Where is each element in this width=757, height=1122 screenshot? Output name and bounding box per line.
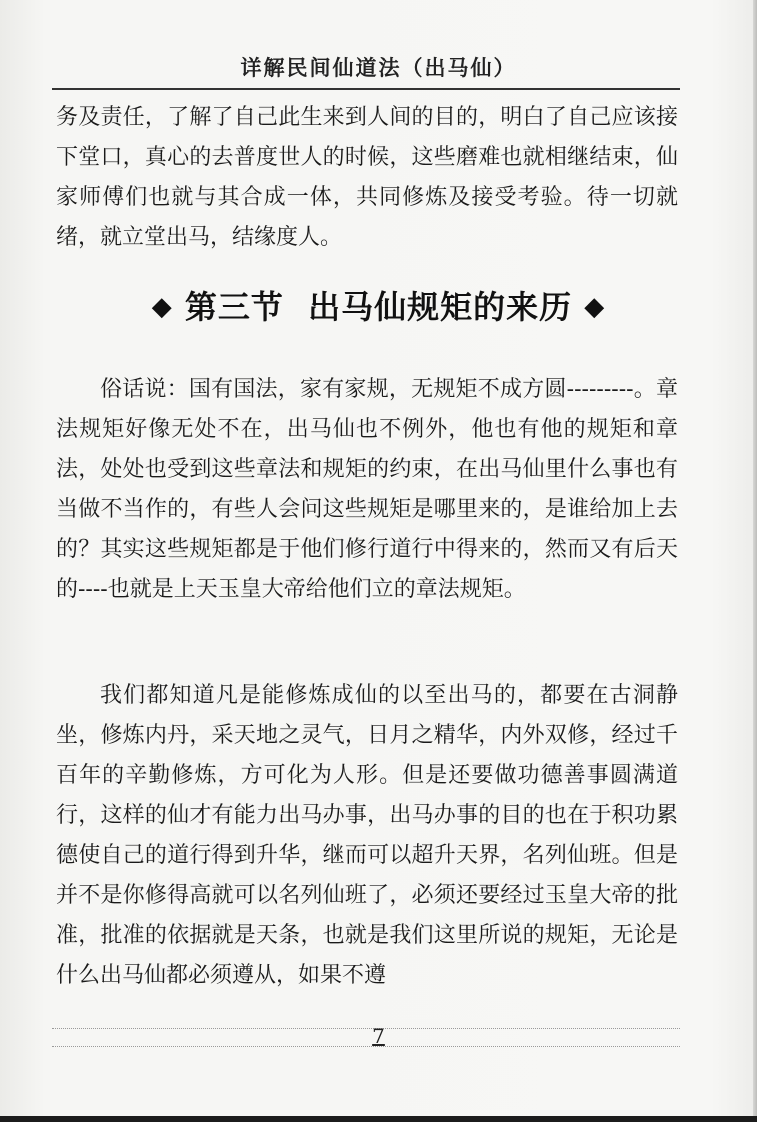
scan-bottom-edge [0, 1116, 757, 1122]
section-title [0, 282, 757, 328]
page-right-edge [753, 0, 757, 1122]
diamond-left-icon: ◆ [151, 292, 173, 322]
paragraph-2: 俗话说：国有国法，家有家规，无规矩不成方圆---------。章法规矩好像无处不在，出马仙也不例外，他也有他的规矩和章法，处处也受到这些章法和规矩的约束，在出马仙里什么事也有当做不当作的，有些人会问这些规矩是哪里来的，是谁给加上去的？其实这些规矩都是于他们修行道行中得来的，然而又有后天的----也就是上天玉皇大帝给他们立的章法规矩。 [56, 377, 678, 602]
paragraph-3: 我们都知道凡是能修炼成仙的以至出马的，都要在古洞静坐，修炼内丹，采天地之灵气，日月之精华，内外双修，经过千百年的辛勤修炼，方可化为人形。但是还要做功德善事圆满道行，这样的仙才有能力出马办事，出马办事的目的也在于积功累德使自己的道行得到升华，继而可以超升天界，名列仙班。但是并不是你修得高就可以名列仙班了，必须还要经过玉皇大帝的批准，批准的依据就是天条，也就是我们这里所说的规矩，无论是什么出马仙都必须遵从，如果不遵 [56, 683, 678, 988]
paragraph-1: 务及责任，了解了自己此生来到人间的目的，明白了自己应该接下堂口，真心的去普度世人的时候，这些磨难也就相继结束，仙家师傅们也就与其合成一体，共同修炼及接受考验。待一切就绪，就立堂出马，结缘度人。 [56, 105, 678, 250]
page-number: 7 [372, 1024, 385, 1048]
running-header: 详解民间仙道法（出马仙） [240, 56, 517, 80]
header-rule [52, 88, 680, 90]
diamond-right-icon: ◆ [584, 292, 606, 322]
section-title-text: 第三节 出马仙规矩的来历 [184, 288, 573, 326]
